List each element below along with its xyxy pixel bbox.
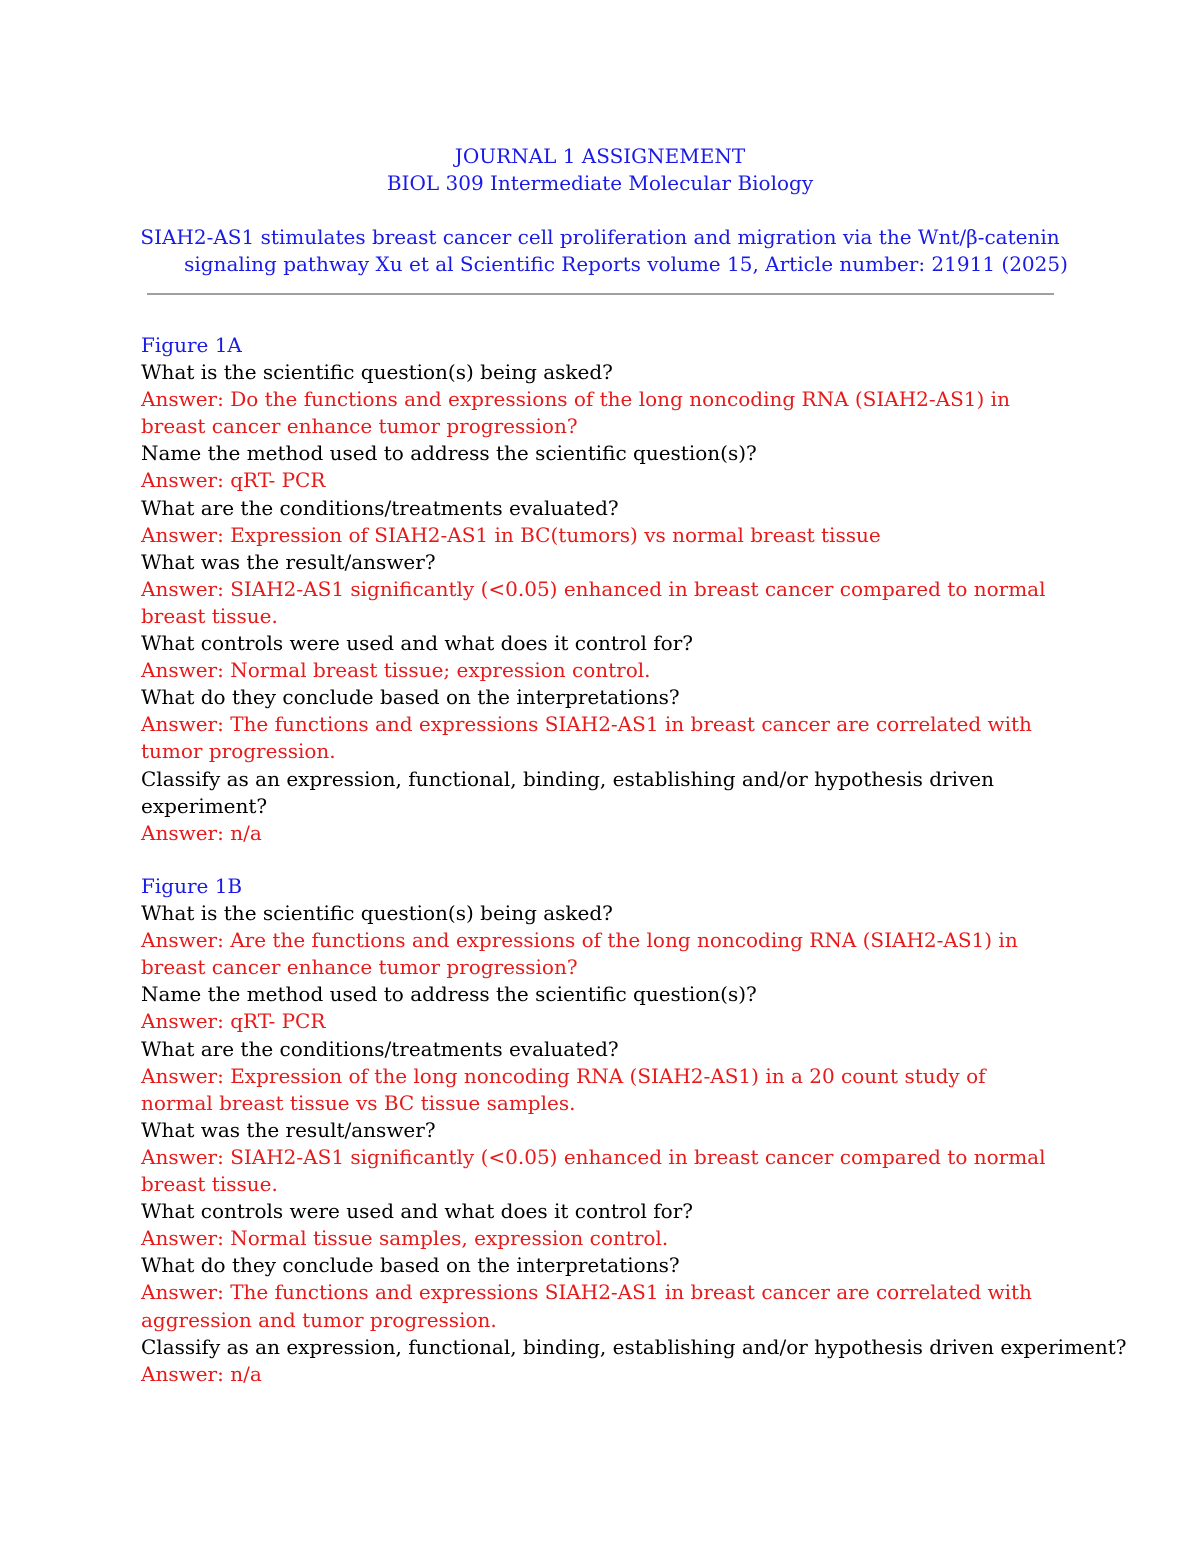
horizontal-rule — [147, 293, 1054, 295]
answer-text: Answer: Do the functions and expressions of the long noncoding RNA (SIAH2-AS1) in — [141, 387, 1010, 412]
answer-text: normal breast tissue vs BC tissue samples. — [141, 1090, 576, 1115]
question-text: What is the scientific question(s) being asked? — [141, 901, 613, 926]
answer-text: Answer: The functions and expressions SIAH2-AS1 in breast cancer are correlated with — [141, 712, 1032, 737]
answer-text: Answer: qRT- PCR — [141, 1009, 326, 1034]
section-figure-1b — [141, 873, 1141, 1388]
answer-text: breast tissue. — [141, 603, 278, 628]
question-text: What controls were used and what does it control for? — [141, 631, 694, 656]
section-figure-1a — [141, 332, 1141, 847]
answer-text: Answer: Normal breast tissue; expression control. — [141, 658, 651, 683]
article-citation — [120, 224, 1080, 278]
assignment-title: JOURNAL 1 ASSIGNEMENT — [454, 144, 746, 168]
question-text: What are the conditions/treatments evaluated? — [141, 495, 619, 520]
question-text: What do they conclude based on the interpretations? — [141, 685, 680, 710]
question-text: What was the result/answer? — [141, 1117, 436, 1142]
figure-heading: Figure 1A — [141, 333, 242, 357]
answer-text: Answer: Expression of SIAH2-AS1 in BC(tumors) vs normal breast tissue — [141, 522, 881, 547]
question-text: experiment? — [141, 793, 268, 818]
figure-heading: Figure 1B — [141, 874, 243, 898]
answer-text: Answer: n/a — [141, 820, 262, 845]
question-text: What controls were used and what does it control for? — [141, 1199, 694, 1224]
answer-text: Answer: SIAH2-AS1 significantly (<0.05) enhanced in breast cancer compared to normal — [141, 1144, 1046, 1169]
course-title: BIOL 309 Intermediate Molecular Biology — [386, 171, 814, 195]
document-header — [120, 143, 1080, 197]
question-text: Name the method used to address the scientific question(s)? — [141, 441, 757, 466]
answer-text: Answer: SIAH2-AS1 significantly (<0.05) enhanced in breast cancer compared to normal — [141, 576, 1046, 601]
answer-text: Answer: Are the functions and expressions of the long noncoding RNA (SIAH2-AS1) in — [141, 928, 1018, 953]
question-text: Classify as an expression, functional, binding, establishing and/or hypothesis driven experiment? — [141, 1334, 1127, 1359]
answer-text: Answer: Expression of the long noncoding RNA (SIAH2-AS1) in a 20 count study of — [141, 1063, 986, 1088]
question-text: Name the method used to address the scientific question(s)? — [141, 982, 757, 1007]
article-title-line-1: SIAH2-AS1 stimulates breast cancer cell proliferation and migration via the Wnt/β-catenin — [140, 225, 1060, 249]
question-text: Classify as an expression, functional, binding, establishing and/or hypothesis driven — [141, 766, 994, 791]
answer-text: breast cancer enhance tumor progression? — [141, 414, 578, 439]
answer-text: breast cancer enhance tumor progression? — [141, 955, 578, 980]
answer-text: Answer: The functions and expressions SIAH2-AS1 in breast cancer are correlated with — [141, 1280, 1032, 1305]
answer-text: aggression and tumor progression. — [141, 1307, 497, 1332]
question-text: What is the scientific question(s) being asked? — [141, 360, 613, 385]
answer-text: Answer: Normal tissue samples, expression control. — [141, 1226, 669, 1251]
answer-text: breast tissue. — [141, 1172, 278, 1197]
question-text: What was the result/answer? — [141, 549, 436, 574]
question-text: What do they conclude based on the interpretations? — [141, 1253, 680, 1278]
article-title-line-2: signaling pathway Xu et al Scientific Reports volume 15, Article number: 21911 (2025) — [184, 252, 1068, 276]
answer-text: Answer: n/a — [141, 1361, 262, 1386]
question-text: What are the conditions/treatments evaluated? — [141, 1036, 619, 1061]
answer-text: tumor progression. — [141, 739, 336, 764]
answer-text: Answer: qRT- PCR — [141, 468, 326, 493]
